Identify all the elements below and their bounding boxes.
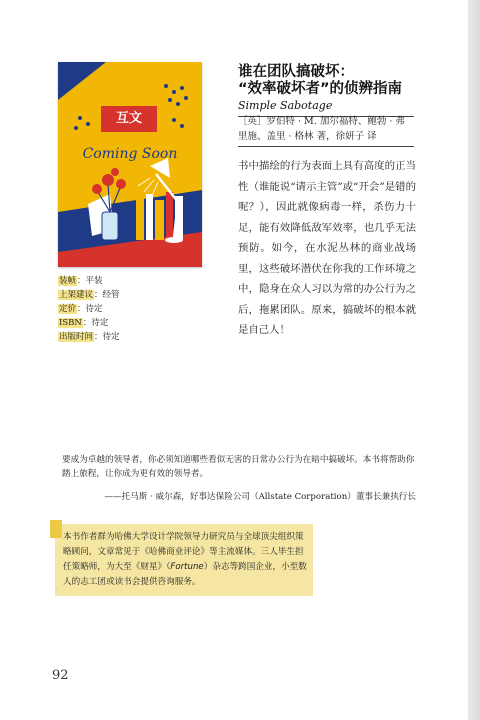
cover-illustration [58,62,202,267]
book-info-list [58,274,120,344]
page-edge [468,0,480,720]
info-value: 待定 [91,318,109,328]
author-bio-text [63,530,309,590]
info-row-price: 定价：待定 [59,304,103,314]
bio-part1: 本书作者群为哈佛大学设计学院领导力研究员与全球顶尖组织策略顾问，文章常见于《哈佛商业评论》等主流媒体。三人毕生担任策略师，为大至《财星》（ [63,532,304,572]
bio-accent-mark [50,520,62,538]
quote-attribution: ——托马斯 · 威尔森，好事达保险公司（Allstate Corporation）董事长兼执行长 [104,492,416,502]
authors-line2: 里施、盖里 · 格林 著，徐妍子 译 [238,131,377,142]
info-row-isbn: ISBN：待定 [59,318,109,328]
book-title-line2: “效率破坏者”的侦辨指南 [238,81,403,97]
book-title [238,64,468,98]
endorsement-quote: 要成为卓越的领导者，你必须知道哪些看似无害的日常办公行为在暗中搞破坏。本书将帮助你踏上旅程，让你成为更有效的领导者。 [62,455,415,479]
book-description: 书中描绘的行为表面上具有高度的正当性（谁能说“请示主管”或“开会”是错的呢？），因此就像病毒一样，杀伤力十足，能有效降低敌军效率，也几乎无法预防。如今，在水泥丛林的商业战场里，这些破坏潜伏在你我的工作环境之中，隐身在众人习以为常的办公行为之后，拖累团队。原来，搞破坏的根本就是自己人！ [238,160,416,336]
info-label: 上架建议 [59,290,94,300]
authors-line1: ［英］罗伯特 · M. 加尔福特、鲍勃 · 弗 [238,116,405,127]
info-value: 待定 [102,332,120,342]
coming-soon-text: Coming Soon [82,146,178,162]
page-number: 92 [52,668,69,683]
info-value: 经管 [102,290,120,300]
info-row-category: 上架建议：经管 [59,290,120,300]
author-bio-box [55,524,313,596]
info-label: ISBN [59,318,82,328]
book-english-title: Simple Sabotage [238,99,333,112]
info-value: 平装 [85,276,103,286]
info-label: 装帧 [59,276,77,286]
info-label: 定价 [59,304,77,314]
info-label: 出版时间 [59,332,94,342]
book-authors [238,114,414,144]
book-cover [58,62,202,267]
info-row-binding: 装帧：平装 [59,276,103,286]
info-value: 待定 [85,304,103,314]
bio-part2: ）杂志等跨国企业，小至数人的志工团或读书会提供咨询服务。 [63,562,307,587]
bio-fortune: Fortune [170,562,204,572]
book-title-line1: 谁在团队搞破坏： [238,64,354,80]
info-row-publish-date: 出版时间：待定 [59,332,120,342]
publisher-logo: 互文 [101,106,157,132]
divider [238,146,414,147]
